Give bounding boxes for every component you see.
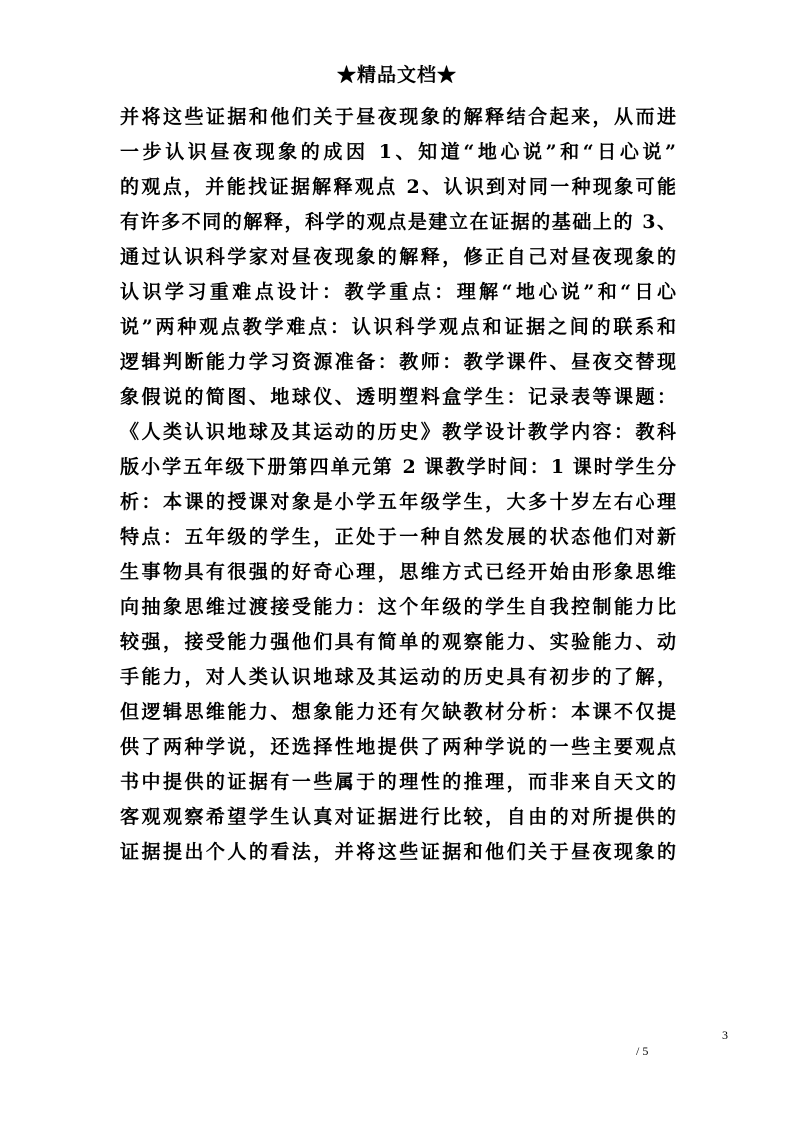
document-header-title: ★精品文档★ [336,64,457,86]
body-line: 通过认识科学家对昼夜现象的解释，修正自己对昼夜现象的 [120,246,676,268]
body-line: 向抽象思维过渡接受能力：这个年级的学生自我控制能力比 [120,596,676,618]
page-total: / 5 [636,1044,649,1058]
body-line: 的观点，并能找证据解释观点 2、认识到对同一种现象可能 [120,176,676,198]
body-line: 认识学习重难点设计：教学重点：理解“地心说”和“日心 [120,281,676,303]
body-line: 供了两种学说，还选择性地提供了两种学说的一些主要观点 [120,736,676,758]
body-line: 象假说的简图、地球仪、透明塑料盒学生：记录表等课题： [120,386,676,408]
document-body [120,100,676,870]
body-line: 版小学五年级下册第四单元第 2 课教学时间：1 课时学生分 [120,456,676,478]
body-line: 手能力，对人类认识地球及其运动的历史具有初步的了解， [120,666,676,688]
body-line: 一步认识昼夜现象的成因 1、知道“地心说”和“日心说” [120,141,676,163]
body-line: 证据提出个人的看法，并将这些证据和他们关于昼夜现象的 [120,841,676,863]
body-line: 客观观察希望学生认真对证据进行比较，自由的对所提供的 [120,806,676,828]
body-line: 逻辑判断能力学习资源准备：教师：教学课件、昼夜交替现 [120,351,676,373]
body-line: 特点：五年级的学生，正处于一种自然发展的状态他们对新 [120,526,676,548]
body-line: 说”两种观点教学难点：认识科学观点和证据之间的联系和 [120,316,676,338]
body-line: 书中提供的证据有一些属于的理性的推理，而非来自天文的 [120,771,676,793]
body-line: 但逻辑思维能力、想象能力还有欠缺教材分析：本课不仅提 [120,701,676,723]
body-line: 有许多不同的解释，科学的观点是建立在证据的基础上的 3、 [120,211,676,233]
body-line: 较强，接受能力强他们具有简单的观察能力、实验能力、动 [120,631,676,653]
body-line: 《人类认识地球及其运动的历史》教学设计教学内容：教科 [120,421,676,443]
body-line: 并将这些证据和他们关于昼夜现象的解释结合起来，从而进 [120,106,676,128]
body-line: 析：本课的授课对象是小学五年级学生，大多十岁左右心理 [120,491,676,513]
page-number: 3 [722,1028,728,1042]
body-line: 生事物具有很强的好奇心理，思维方式已经开始由形象思维 [120,561,676,583]
